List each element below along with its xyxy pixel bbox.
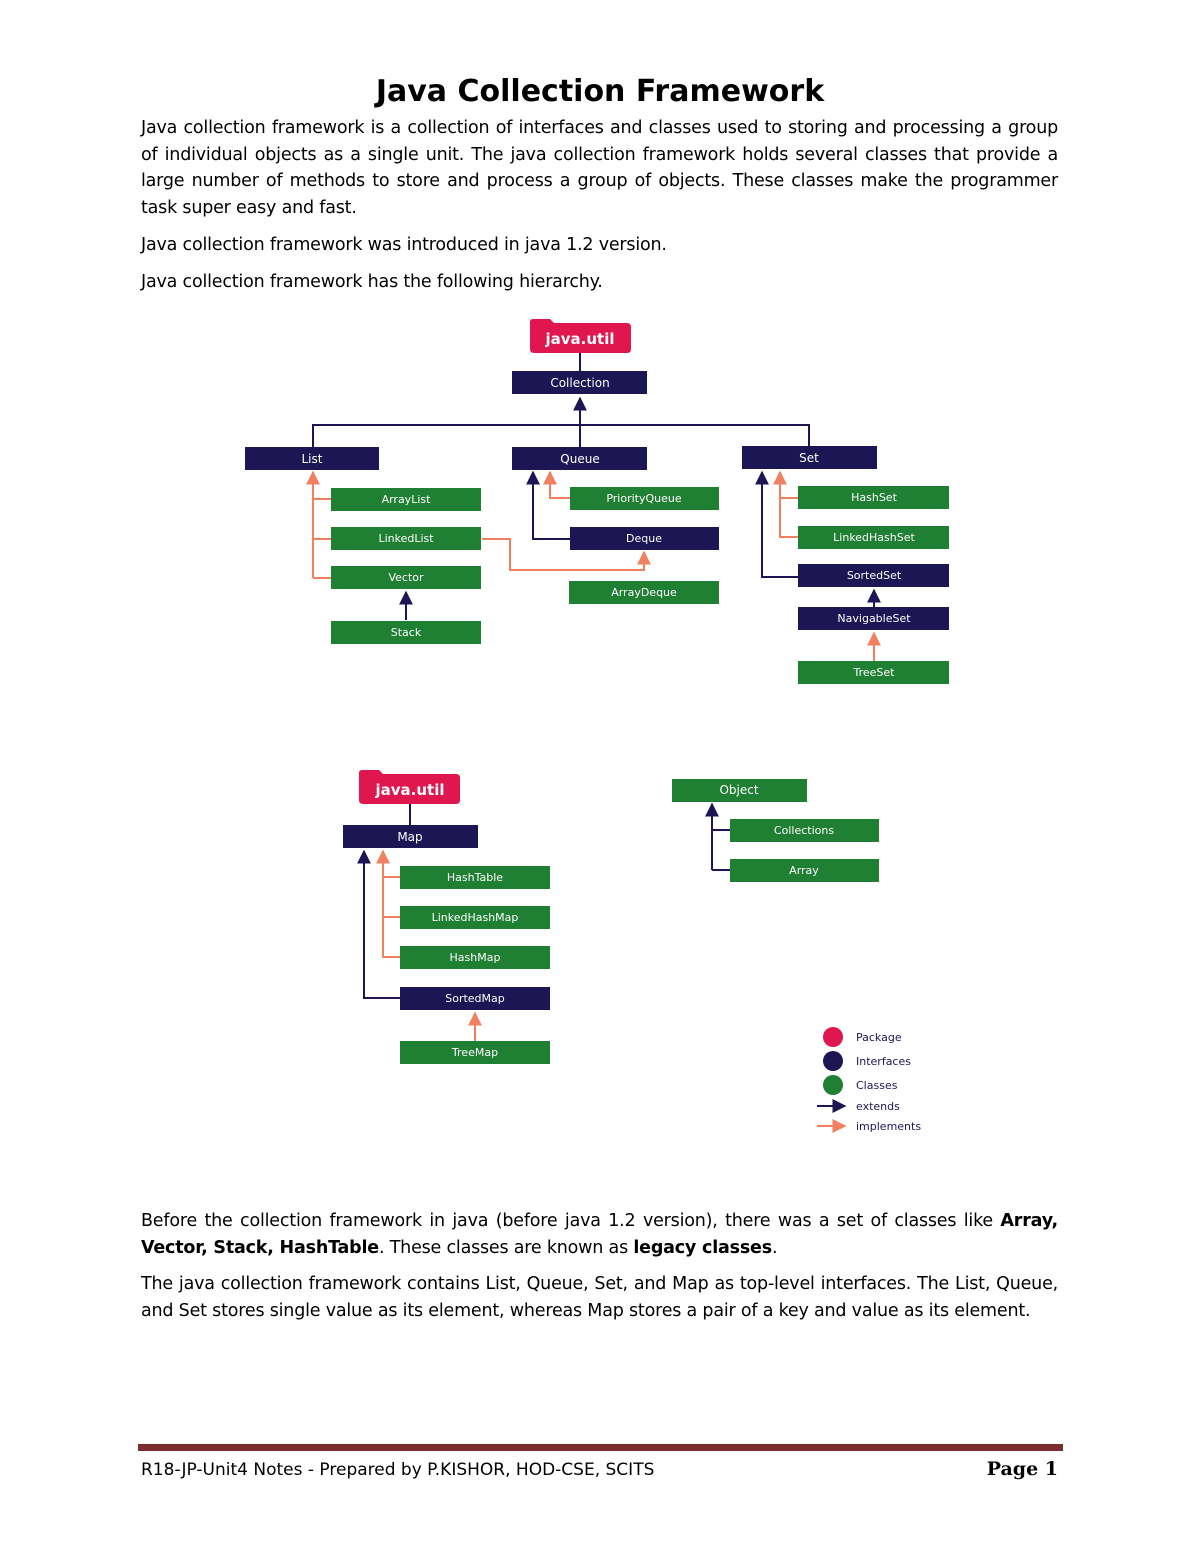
hashmap-node — [400, 946, 550, 969]
legacy-text-before: Before the collection framework in java (before java 1.2 version), there was a set of classes like — [141, 1211, 1001, 1231]
legend — [817, 1027, 921, 1133]
svg-text:HashTable: HashTable — [446, 871, 504, 884]
svg-text:Array: Array — [789, 864, 819, 877]
svg-text:Map: Map — [397, 830, 423, 844]
svg-text:Object: Object — [719, 783, 759, 797]
svg-text:Set: Set — [799, 451, 819, 465]
legend-interfaces-dot — [823, 1051, 843, 1071]
set-node — [742, 446, 877, 469]
footer-credits: R18-JP-Unit4 Notes - Prepared by P.KISHOR, HOD-CSE, SCITS — [141, 1460, 655, 1480]
hashset-node — [798, 486, 949, 509]
svg-text:LinkedHashSet: LinkedHashSet — [833, 531, 915, 544]
arraydeque-node — [569, 581, 719, 604]
arraylist-node — [331, 488, 481, 511]
map-java-util-package-badge — [359, 770, 460, 804]
sortedmap-node — [400, 987, 550, 1010]
svg-text:HashMap: HashMap — [449, 951, 501, 964]
svg-text:SortedMap: SortedMap — [445, 992, 505, 1005]
page-title: Java Collection Framework — [375, 74, 825, 109]
stack-node — [331, 621, 481, 644]
legacy-paragraph — [141, 1208, 1058, 1261]
svg-text:Stack: Stack — [390, 626, 422, 639]
map-package-label: java.util — [375, 781, 445, 799]
linkedlist-node — [331, 527, 481, 550]
svg-text:Vector: Vector — [388, 571, 424, 584]
svg-text:LinkedHashMap: LinkedHashMap — [431, 911, 519, 924]
navigableset-node — [798, 607, 949, 630]
treemap-node — [400, 1041, 550, 1064]
svg-text:Collections: Collections — [773, 824, 835, 837]
legend-classes-dot — [823, 1075, 843, 1095]
introduced-paragraph: Java collection framework was introduced in java 1.2 version. — [141, 235, 667, 255]
object-connectors — [712, 804, 730, 870]
vector-node — [331, 566, 481, 589]
svg-text:Deque: Deque — [626, 532, 662, 545]
hashtable-node — [400, 866, 550, 889]
collection-node — [512, 371, 647, 394]
legacy-text-end: . — [771, 1237, 778, 1258]
svg-text:PriorityQueue: PriorityQueue — [606, 492, 682, 505]
legend-implements-label: implements — [856, 1120, 922, 1133]
array-node — [730, 859, 879, 882]
top-level-paragraph: The java collection framework contains List, Queue, Set, and Map as top-level interfaces. The List, Queue, and Set stores single value as its element, whereas Map stores a pair of a key and value as its element. — [141, 1274, 1058, 1321]
legend-package-dot — [823, 1027, 843, 1047]
legend-extends-label: extends — [856, 1100, 900, 1113]
legacy-class-list: Array, Vector, Stack, HashTable — [141, 1211, 1058, 1258]
svg-text:ArrayList: ArrayList — [381, 493, 431, 506]
svg-text:Queue: Queue — [560, 452, 600, 466]
legend-interfaces-label: Interfaces — [856, 1055, 911, 1068]
linkedhashset-node — [798, 526, 949, 549]
map-node — [343, 825, 478, 848]
queue-node — [512, 447, 647, 470]
svg-text:ArrayDeque: ArrayDeque — [611, 586, 677, 599]
intro-paragraph: Java collection framework is a collection of interfaces and classes used to storing and processing a group of individual objects as a single unit. The java collection framework holds several classes that provide a large number of methods to store and process a group of objects. These classes make the programmer task super easy and fast. — [141, 118, 1058, 218]
sortedset-node — [798, 564, 949, 587]
svg-text:SortedSet: SortedSet — [846, 569, 902, 582]
svg-text:Collection: Collection — [550, 376, 610, 390]
deque-node — [570, 527, 719, 550]
legend-classes-label: Classes — [856, 1079, 898, 1092]
hierarchy-paragraph: Java collection framework has the following hierarchy. — [141, 272, 603, 292]
linkedhashmap-node — [400, 906, 550, 929]
page-number: Page 1 — [986, 1458, 1058, 1480]
legend-package-label: Package — [856, 1031, 902, 1044]
svg-text:TreeMap: TreeMap — [451, 1046, 499, 1059]
svg-text:TreeSet: TreeSet — [853, 666, 895, 679]
package-label: java.util — [545, 330, 615, 348]
treeset-node — [798, 661, 949, 684]
object-node — [672, 779, 807, 802]
svg-text:LinkedList: LinkedList — [378, 532, 434, 545]
list-node — [245, 447, 379, 470]
legacy-text-middle: . These classes are known as — [378, 1237, 634, 1258]
svg-text:NavigableSet: NavigableSet — [837, 612, 911, 625]
footer-divider — [138, 1444, 1063, 1451]
svg-text:List: List — [301, 452, 323, 466]
java-util-package-badge — [530, 319, 631, 353]
collections-node — [730, 819, 879, 842]
priorityqueue-node — [570, 487, 719, 510]
legacy-term: legacy classes — [633, 1237, 772, 1258]
svg-text:HashSet: HashSet — [851, 491, 897, 504]
